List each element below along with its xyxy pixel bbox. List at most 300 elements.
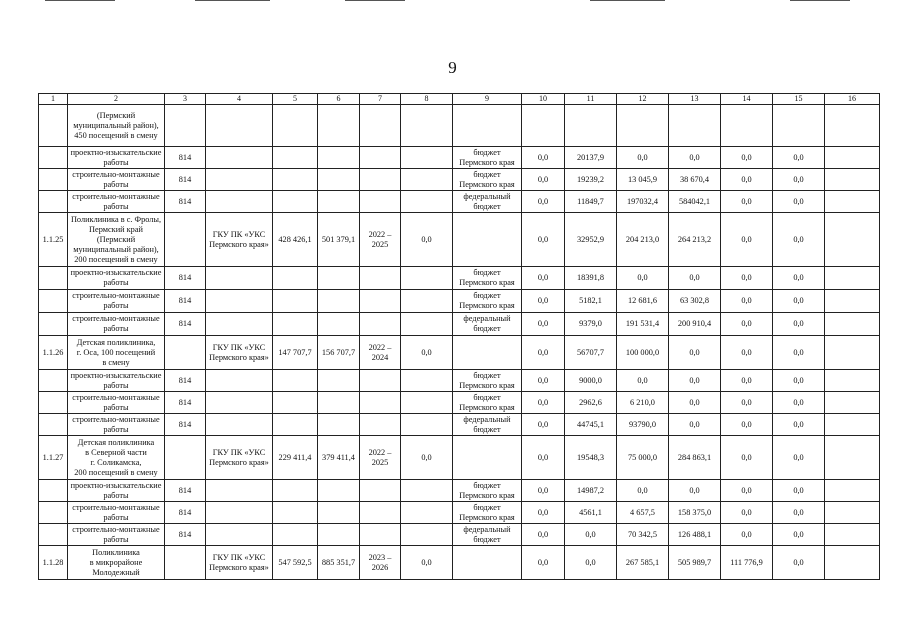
table-cell (825, 147, 880, 169)
table-cell (453, 436, 522, 480)
table-cell (360, 169, 401, 191)
table-cell: 2023 – 2026 (360, 546, 401, 580)
table-cell (39, 105, 68, 147)
table-cell: 0,0 (773, 370, 825, 392)
table-cell: 0,0 (669, 392, 721, 414)
table-cell: 4561,1 (565, 502, 617, 524)
table-cell (318, 105, 360, 147)
table-cell: 428 426,1 (273, 213, 318, 267)
table-cell (401, 290, 453, 313)
table-cell (39, 502, 68, 524)
table-cell: строительно-монтажные работы (68, 502, 165, 524)
table-cell: 0,0 (773, 191, 825, 213)
table-cell (318, 313, 360, 336)
column-number: 14 (721, 94, 773, 105)
table-body (39, 94, 880, 580)
table-cell: федеральный бюджет (453, 524, 522, 546)
table-cell (206, 313, 273, 336)
table-cell: 1.1.25 (39, 213, 68, 267)
table-cell: 14987,2 (565, 480, 617, 502)
table-cell: ГКУ ПК «УКС Пермского края» (206, 546, 273, 580)
column-number: 11 (565, 94, 617, 105)
table-cell: Поликлиника в микрорайоне Молодежный (68, 546, 165, 580)
table-cell (206, 105, 273, 147)
table-cell (39, 370, 68, 392)
table-cell: 0,0 (617, 267, 669, 290)
table-row (39, 313, 880, 336)
table-cell (825, 169, 880, 191)
table-cell: 0,0 (721, 267, 773, 290)
table-cell: 584042,1 (669, 191, 721, 213)
table-cell (401, 147, 453, 169)
table-cell (39, 524, 68, 546)
table-cell (318, 267, 360, 290)
table-cell: 19548,3 (565, 436, 617, 480)
page-number: 9 (448, 58, 457, 77)
column-number: 7 (360, 94, 401, 105)
table-cell: 0,0 (721, 313, 773, 336)
table-cell: 0,0 (522, 392, 565, 414)
table-cell: 0,0 (669, 370, 721, 392)
table-cell (401, 191, 453, 213)
table-cell (825, 414, 880, 436)
table-cell: 0,0 (721, 480, 773, 502)
table-cell (39, 392, 68, 414)
table-cell (401, 313, 453, 336)
table-cell (825, 213, 880, 267)
table-cell: 0,0 (522, 336, 565, 370)
table-cell (273, 480, 318, 502)
table-cell (401, 105, 453, 147)
table-cell: 70 342,5 (617, 524, 669, 546)
table-cell (273, 313, 318, 336)
column-number: 5 (273, 94, 318, 105)
table-cell (825, 191, 880, 213)
column-number: 15 (773, 94, 825, 105)
table-cell: Поликлиника в с. Фролы, Пермский край (Пермский муниципальный район), 200 посещений в смену (68, 213, 165, 267)
table-cell: 11849,7 (565, 191, 617, 213)
table-cell (360, 267, 401, 290)
table-cell: 885 351,7 (318, 546, 360, 580)
table-cell: 0,0 (773, 267, 825, 290)
table-cell: 2022 – 2025 (360, 436, 401, 480)
table-cell (318, 191, 360, 213)
table-cell (825, 336, 880, 370)
table-cell: 20137,9 (565, 147, 617, 169)
table-cell: 0,0 (773, 290, 825, 313)
table-cell: 814 (165, 480, 206, 502)
table-cell (360, 191, 401, 213)
table-cell (401, 414, 453, 436)
table-cell: 5182,1 (565, 290, 617, 313)
table-cell: 0,0 (669, 267, 721, 290)
table-cell: 0,0 (522, 290, 565, 313)
table-cell: 0,0 (522, 213, 565, 267)
table-cell (273, 267, 318, 290)
table-cell (401, 524, 453, 546)
table-cell (825, 502, 880, 524)
table-cell: 0,0 (721, 502, 773, 524)
table-cell: строительно-монтажные работы (68, 290, 165, 313)
table-cell: 264 213,2 (669, 213, 721, 267)
table-cell: 0,0 (721, 213, 773, 267)
table-cell (273, 169, 318, 191)
table-cell: 32952,9 (565, 213, 617, 267)
table-cell: проектно-изыскательские работы (68, 370, 165, 392)
table-cell: 814 (165, 313, 206, 336)
table-row (39, 414, 880, 436)
table-cell: строительно-монтажные работы (68, 191, 165, 213)
table-cell (318, 392, 360, 414)
table-cell (206, 370, 273, 392)
table-cell: 547 592,5 (273, 546, 318, 580)
table-cell (165, 436, 206, 480)
table-cell: 0,0 (522, 169, 565, 191)
column-number: 6 (318, 94, 360, 105)
table-cell: 0,0 (669, 414, 721, 436)
table-cell: 2022 – 2025 (360, 213, 401, 267)
table-cell: 0,0 (522, 370, 565, 392)
table-cell: 56707,7 (565, 336, 617, 370)
table-cell (318, 147, 360, 169)
table-cell: 0,0 (721, 392, 773, 414)
table-cell: бюджет Пермского края (453, 392, 522, 414)
table-cell (360, 502, 401, 524)
table-cell: 814 (165, 392, 206, 414)
table-cell: 13 045,9 (617, 169, 669, 191)
table-cell (825, 290, 880, 313)
table-cell: 158 375,0 (669, 502, 721, 524)
column-number: 2 (68, 94, 165, 105)
table-cell: 814 (165, 147, 206, 169)
table-cell: федеральный бюджет (453, 191, 522, 213)
table-cell: 0,0 (773, 524, 825, 546)
column-number: 8 (401, 94, 453, 105)
table-cell: строительно-монтажные работы (68, 169, 165, 191)
table-cell: 0,0 (669, 480, 721, 502)
table-cell: строительно-монтажные работы (68, 524, 165, 546)
table-cell (165, 105, 206, 147)
table-cell (206, 414, 273, 436)
table-cell: 814 (165, 169, 206, 191)
table-cell (318, 169, 360, 191)
table-cell: ГКУ ПК «УКС Пермского края» (206, 336, 273, 370)
table-cell (318, 502, 360, 524)
table-cell (273, 502, 318, 524)
table-cell: 126 488,1 (669, 524, 721, 546)
table-cell: 156 707,7 (318, 336, 360, 370)
table-cell (206, 169, 273, 191)
table-cell (318, 370, 360, 392)
table-cell: 0,0 (721, 414, 773, 436)
table-cell: 4 657,5 (617, 502, 669, 524)
table-cell: 0,0 (522, 546, 565, 580)
table-row (39, 105, 880, 147)
table-cell: Детская поликлиника, г. Оса, 100 посещений в смену (68, 336, 165, 370)
table-cell: 9000,0 (565, 370, 617, 392)
table-cell: 111 776,9 (721, 546, 773, 580)
table-cell: 200 910,4 (669, 313, 721, 336)
column-number: 3 (165, 94, 206, 105)
table-cell: бюджет Пермского края (453, 370, 522, 392)
table-cell: проектно-изыскательские работы (68, 267, 165, 290)
table-cell: 19239,2 (565, 169, 617, 191)
table-cell (453, 546, 522, 580)
table-cell: 0,0 (522, 524, 565, 546)
table-cell (206, 392, 273, 414)
table-cell: 204 213,0 (617, 213, 669, 267)
column-number: 4 (206, 94, 273, 105)
table-row (39, 147, 880, 169)
table-cell: Детская поликлиника в Северной части г. Соликамска, 200 посещений в смену (68, 436, 165, 480)
table-cell (39, 414, 68, 436)
table-cell (825, 524, 880, 546)
table-cell (401, 267, 453, 290)
table-cell (825, 480, 880, 502)
table-cell: 191 531,4 (617, 313, 669, 336)
table-cell: 0,0 (522, 313, 565, 336)
table-row (39, 524, 880, 546)
table-cell: 0,0 (773, 436, 825, 480)
table-cell (165, 546, 206, 580)
column-number: 12 (617, 94, 669, 105)
table-cell: 267 585,1 (617, 546, 669, 580)
table-cell (165, 336, 206, 370)
table-cell: 814 (165, 191, 206, 213)
table-cell: ГКУ ПК «УКС Пермского края» (206, 436, 273, 480)
table-cell (39, 147, 68, 169)
table-row (39, 480, 880, 502)
table-cell (206, 267, 273, 290)
table-cell: 0,0 (773, 546, 825, 580)
table-cell (825, 392, 880, 414)
table-cell: бюджет Пермского края (453, 290, 522, 313)
table-cell (401, 502, 453, 524)
table-cell: 0,0 (522, 147, 565, 169)
table-cell: 0,0 (773, 213, 825, 267)
table-cell (360, 392, 401, 414)
table-cell: 0,0 (773, 502, 825, 524)
table-cell: 0,0 (522, 502, 565, 524)
table-cell: 379 411,4 (318, 436, 360, 480)
table-cell (401, 480, 453, 502)
table-cell: 0,0 (617, 370, 669, 392)
table-cell (39, 191, 68, 213)
table-cell: 197032,4 (617, 191, 669, 213)
table-row (39, 213, 880, 267)
table-cell: 1.1.28 (39, 546, 68, 580)
table-cell (206, 147, 273, 169)
table-cell: 0,0 (773, 147, 825, 169)
table-cell: 100 000,0 (617, 336, 669, 370)
table-cell (453, 336, 522, 370)
table-cell (825, 436, 880, 480)
table-cell: 0,0 (522, 480, 565, 502)
table-cell: 0,0 (773, 169, 825, 191)
table-cell: 284 863,1 (669, 436, 721, 480)
table-cell (273, 290, 318, 313)
table-cell: 0,0 (721, 169, 773, 191)
table-cell (318, 414, 360, 436)
table-cell (825, 546, 880, 580)
table-row (39, 191, 880, 213)
table-cell (318, 290, 360, 313)
table-cell: 0,0 (565, 546, 617, 580)
table-cell (360, 105, 401, 147)
table-cell: строительно-монтажные работы (68, 313, 165, 336)
table-cell (318, 524, 360, 546)
scan-edge-line (45, 0, 115, 1)
table-cell: 0,0 (721, 436, 773, 480)
table-cell (401, 392, 453, 414)
table-cell: федеральный бюджет (453, 313, 522, 336)
table-cell: бюджет Пермского края (453, 480, 522, 502)
table-cell: 814 (165, 502, 206, 524)
table-cell (825, 267, 880, 290)
table-cell: 0,0 (721, 290, 773, 313)
table-cell (273, 524, 318, 546)
table-cell (273, 370, 318, 392)
table-cell (273, 414, 318, 436)
table-cell (721, 105, 773, 147)
table-cell (273, 191, 318, 213)
table-cell: проектно-изыскательские работы (68, 147, 165, 169)
table-cell: 0,0 (721, 191, 773, 213)
table-cell: 0,0 (773, 480, 825, 502)
table-cell: бюджет Пермского края (453, 502, 522, 524)
table-cell (360, 147, 401, 169)
table-cell (825, 313, 880, 336)
table-cell (165, 213, 206, 267)
table-cell (39, 267, 68, 290)
table-cell: 0,0 (401, 213, 453, 267)
table-cell: 814 (165, 370, 206, 392)
table-cell (773, 105, 825, 147)
table-cell (39, 290, 68, 313)
table-cell: 1.1.26 (39, 336, 68, 370)
table-cell: 44745,1 (565, 414, 617, 436)
table-cell (617, 105, 669, 147)
table-cell: 0,0 (401, 436, 453, 480)
table-cell: 0,0 (773, 414, 825, 436)
table-cell: 0,0 (721, 370, 773, 392)
table-cell (565, 105, 617, 147)
table-cell (273, 105, 318, 147)
table-cell: ГКУ ПК «УКС Пермского края» (206, 213, 273, 267)
table-cell (360, 414, 401, 436)
table-cell (39, 480, 68, 502)
table-cell: 814 (165, 414, 206, 436)
table-row (39, 370, 880, 392)
table-cell (39, 313, 68, 336)
table-row (39, 502, 880, 524)
table-cell: 2962,6 (565, 392, 617, 414)
table-cell: 0,0 (401, 546, 453, 580)
table-cell (273, 147, 318, 169)
table-cell: 93790,0 (617, 414, 669, 436)
table-row (39, 169, 880, 191)
table-cell (206, 191, 273, 213)
table-cell: (Пермский муниципальный район), 450 посещений в смену (68, 105, 165, 147)
table-cell: строительно-монтажные работы (68, 392, 165, 414)
scan-edge-line (195, 0, 270, 1)
table-cell: 0,0 (773, 392, 825, 414)
table-row (39, 267, 880, 290)
table-cell: 0,0 (401, 336, 453, 370)
table-cell (206, 524, 273, 546)
table-cell: 814 (165, 290, 206, 313)
table-row (39, 546, 880, 580)
table-row (39, 336, 880, 370)
table-cell: строительно-монтажные работы (68, 414, 165, 436)
table-cell: 0,0 (773, 336, 825, 370)
table-cell: 0,0 (721, 147, 773, 169)
table-cell (453, 213, 522, 267)
table-row (39, 436, 880, 480)
table-cell: 6 210,0 (617, 392, 669, 414)
table-cell: 18391,8 (565, 267, 617, 290)
scan-edge-line (790, 0, 850, 1)
table-cell: бюджет Пермского края (453, 169, 522, 191)
table-cell: проектно-изыскательские работы (68, 480, 165, 502)
table-cell: 0,0 (721, 336, 773, 370)
table-cell: бюджет Пермского края (453, 147, 522, 169)
table-cell (360, 370, 401, 392)
table-cell (206, 480, 273, 502)
table-row (39, 290, 880, 313)
budget-table (38, 93, 880, 580)
column-number: 16 (825, 94, 880, 105)
table-cell: 0,0 (522, 414, 565, 436)
table-cell (206, 502, 273, 524)
column-number: 1 (39, 94, 68, 105)
table-cell (360, 313, 401, 336)
table-cell: 0,0 (522, 191, 565, 213)
column-number-row (39, 94, 880, 105)
column-number: 10 (522, 94, 565, 105)
table-cell: 12 681,6 (617, 290, 669, 313)
table-cell: 75 000,0 (617, 436, 669, 480)
table-cell: 0,0 (617, 147, 669, 169)
table-cell: 2022 – 2024 (360, 336, 401, 370)
table-row (39, 392, 880, 414)
table-cell: 63 302,8 (669, 290, 721, 313)
table-cell: 0,0 (617, 480, 669, 502)
table-cell (318, 480, 360, 502)
table-cell (522, 105, 565, 147)
table-cell (825, 370, 880, 392)
table-cell: 0,0 (522, 436, 565, 480)
table-cell (401, 169, 453, 191)
table-cell: 814 (165, 524, 206, 546)
table-cell (273, 392, 318, 414)
table-cell: 0,0 (773, 313, 825, 336)
table-cell (453, 105, 522, 147)
table-cell (401, 370, 453, 392)
table-cell: 501 379,1 (318, 213, 360, 267)
table-cell: 0,0 (669, 336, 721, 370)
table-cell: 38 670,4 (669, 169, 721, 191)
table-cell: федеральный бюджет (453, 414, 522, 436)
table-cell: 9379,0 (565, 313, 617, 336)
table-cell (360, 480, 401, 502)
table-cell (206, 290, 273, 313)
column-number: 9 (453, 94, 522, 105)
table-cell: 814 (165, 267, 206, 290)
scan-edge-line (590, 0, 665, 1)
table-cell: 505 989,7 (669, 546, 721, 580)
table-cell (360, 290, 401, 313)
